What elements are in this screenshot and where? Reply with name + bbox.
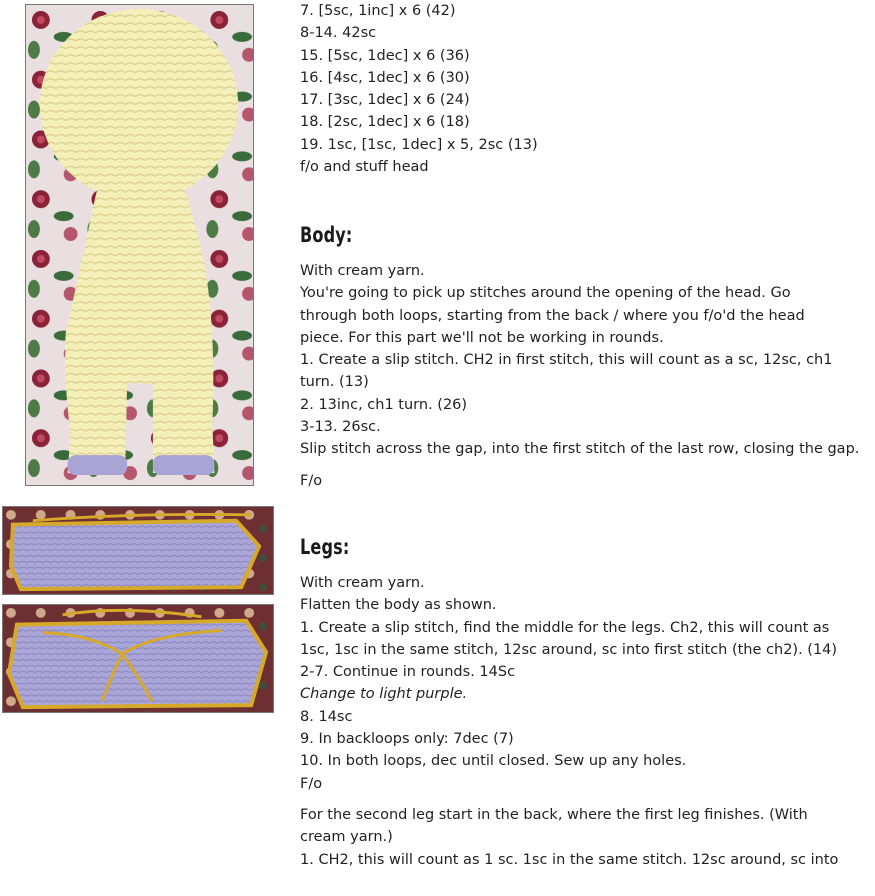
legs-line: 1. Create a slip stitch, find the middle for the legs. Ch2, this will count as [300, 619, 830, 636]
body-section [300, 222, 870, 492]
legs-line: Flatten the body as shown. [300, 597, 497, 614]
body-line: turn. (13) [300, 374, 369, 391]
step-line: 15. [5sc, 1dec] x 6 (36) [300, 47, 470, 64]
body-line: through both loops, starting from the back / where you f/o'd the head [300, 307, 805, 324]
legs-line: With cream yarn. [300, 575, 425, 591]
step-line: 18. [2sc, 1dec] x 6 (18) [300, 114, 470, 131]
legs-line: 1sc, 1sc in the same stitch, 12sc around, sc into first stitch (the ch2). (14) [300, 641, 838, 658]
step-line: f/o and stuff head [300, 159, 429, 176]
legs-section [300, 534, 870, 871]
body-line: You're going to pick up stitches around the opening of the head. Go [300, 285, 791, 302]
doll-body-photo [25, 4, 254, 486]
second-leg-line: For the second leg start in the back, where the first leg finishes. (With [300, 806, 808, 823]
body-fo: F/o [300, 472, 323, 489]
body-line: 2. 13inc, ch1 turn. (26) [300, 396, 468, 413]
legs-line: 9. In backloops only: 7dec (7) [300, 731, 514, 748]
body-line: piece. For this part we'll not be working in rounds. [300, 329, 664, 346]
head-steps [300, 0, 870, 178]
body-line: With cream yarn. [300, 263, 425, 279]
section-heading-legs: Legs: [300, 535, 350, 559]
step-line: 7. [5sc, 1inc] x 6 (42) [300, 3, 456, 19]
body-line: Slip stitch across the gap, into the first stitch of the last row, closing the gap. [300, 441, 860, 458]
legs-line: 2-7. Continue in rounds. 14Sc [300, 664, 516, 681]
second-leg-line: cream yarn.) [300, 829, 393, 846]
body-line: 3-13. 26sc. [300, 419, 381, 436]
step-line: 17. [3sc, 1dec] x 6 (24) [300, 92, 470, 109]
step-line: 8-14. 42sc [300, 25, 377, 42]
body-line: 1. Create a slip stitch. CH2 in first stitch, this will count as a sc, 12sc, ch1 [300, 352, 833, 369]
section-heading-body: Body: [300, 223, 353, 247]
legs-color-note: Change to light purple. [300, 686, 468, 703]
step-line: 19. 1sc, [1sc, 1dec] x 5, 2sc (13) [300, 136, 538, 153]
legs-line: F/o [300, 775, 323, 792]
instructions-column [300, 0, 870, 178]
legs-line: 8. 14sc [300, 708, 353, 725]
flattened-body-photo-1 [2, 506, 274, 595]
step-line: 16. [4sc, 1dec] x 6 (30) [300, 69, 470, 86]
second-leg-line: 1. CH2, this will count as 1 sc. 1sc in the same stitch. 12sc around, sc into [300, 851, 839, 868]
legs-line: 10. In both loops, dec until closed. Sew up any holes. [300, 753, 687, 770]
flattened-body-photo-2 [2, 604, 274, 713]
